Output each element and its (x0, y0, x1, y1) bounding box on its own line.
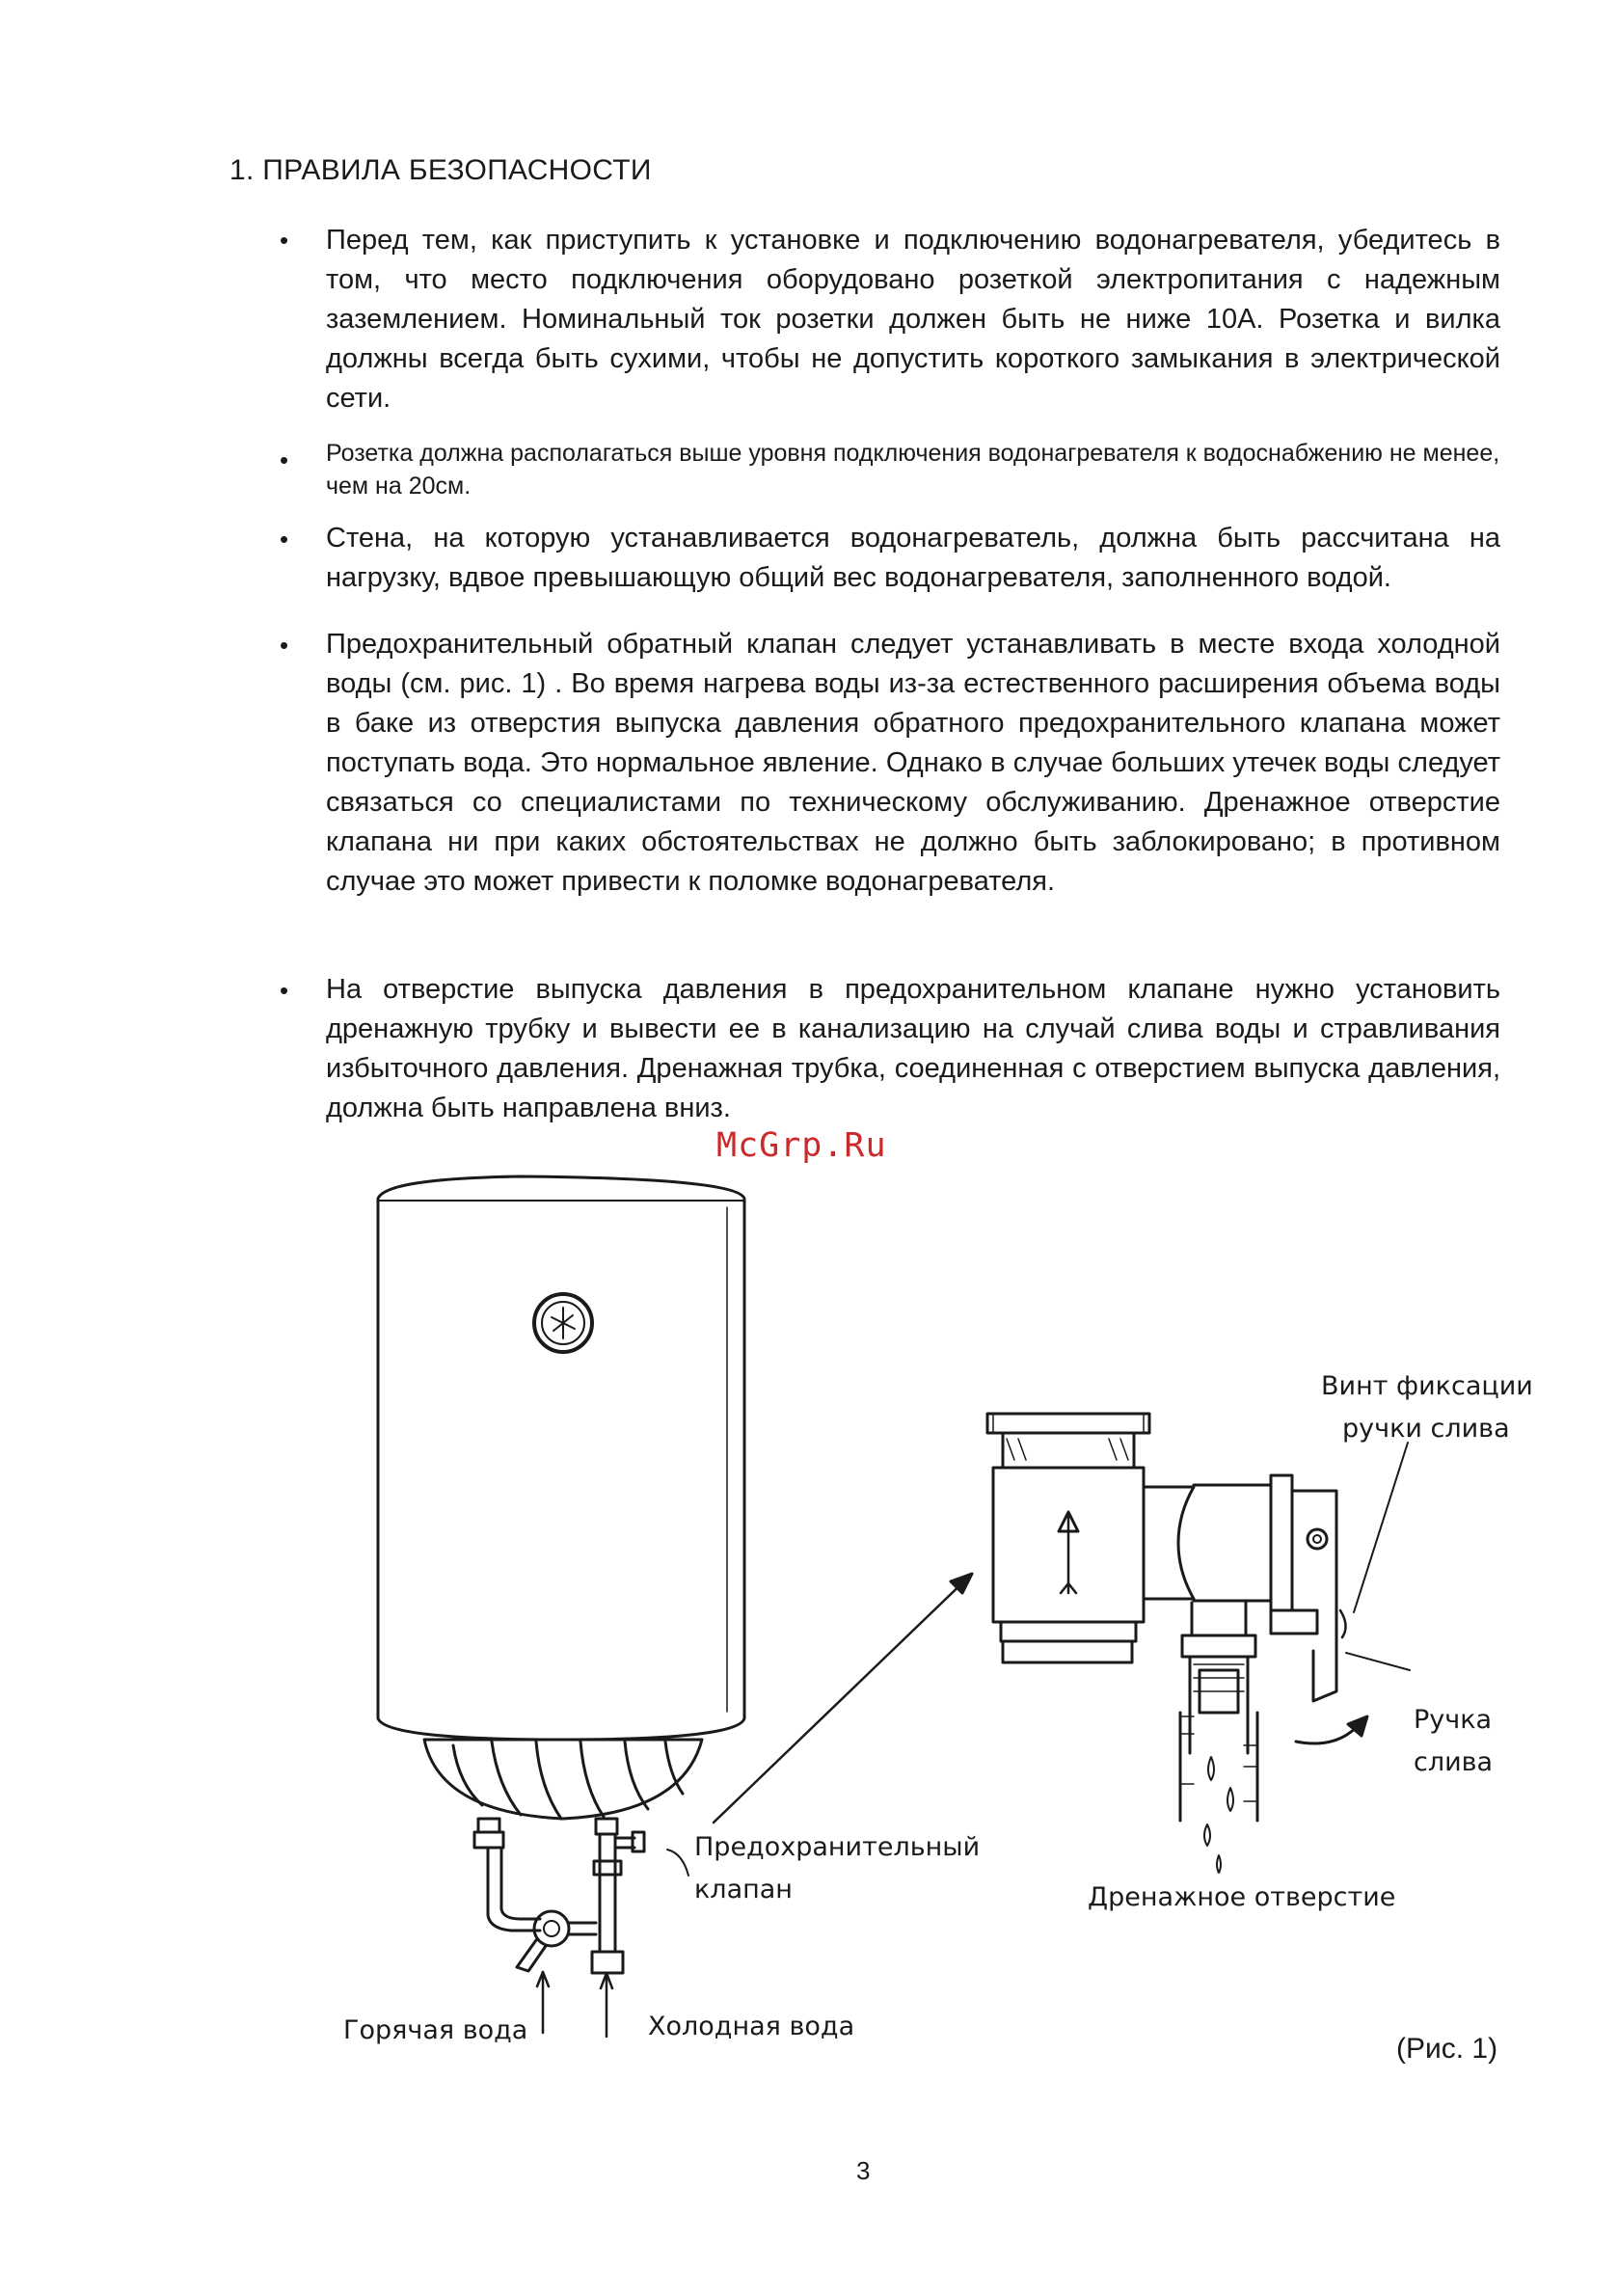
figure-caption: (Рис. 1) (1396, 2033, 1498, 2065)
safety-valve-drawing (987, 1414, 1410, 1873)
safety-item-check-valve: Предохранительный обратный клапан следует устанавливать в месте входа холодной воды (см. рис. 1) . Во время нагрева воды из-за естественного расширения объема воды в баке из отверстия выпуска давления обратного предохранительного клапана может поступать вода. Это нормальное явление. Однако в случае больших утечек воды следует связаться со специалистами по техническому обслуживанию. Дренажное отверстие клапана ни при каких обстоятельствах не должно быть заблокировано; в противном случае это может привести к поломке водонагревателя. (326, 629, 1500, 897)
page-number: 3 (856, 2156, 871, 2185)
label-screw-line1: Винт фиксации (1321, 1371, 1533, 1401)
safety-item-wall-load: Стена, на которую устанавливается водонагреватель, должна быть рассчитана на нагрузку, вдвое превышающую общий вес водонагревателя, заполненного водой. (326, 523, 1500, 593)
label-handle-line1: Ручка (1414, 1705, 1493, 1735)
watermark: McGrp.Ru (716, 1126, 887, 1165)
bullet-icon: • (280, 976, 289, 1005)
water-heater-drawing (378, 1176, 744, 2037)
label-cold-water: Холодная вода (648, 2012, 855, 2041)
label-valve-line2: клапан (694, 1875, 793, 1904)
label-screw-line2: ручки слива (1342, 1414, 1510, 1444)
safety-item-socket-grounding: Перед тем, как приступить к установке и подключению водонагревателя, убедитесь в том, что место подключения оборудовано розеткой электропитания с надежным заземлением. Номинальный ток розетки должен быть не ниже 10А. Розетка и вилка должны всегда быть сухими, чтобы не допустить короткого замыкания в электрической сети. (326, 225, 1500, 414)
label-handle-line2: слива (1414, 1747, 1494, 1777)
label-drain-hole: Дренажное отверстие (1088, 1882, 1396, 1912)
bullet-icon: • (280, 226, 289, 255)
label-hot-water: Горячая вода (343, 2015, 528, 2045)
bullet-icon: • (280, 446, 289, 474)
label-valve-line1: Предохранительный (694, 1832, 981, 1862)
bullet-icon: • (280, 525, 289, 554)
safety-item-drain-tube: На отверстие выпуска давления в предохранительном клапане нужно установить дренажную трубку и вывести ее в канализацию на случай слива воды и стравливания избыточного давления. Дренажная трубка, соединенная с отверстием выпуска давления, должна быть направлена вниз. (326, 974, 1500, 1123)
section-heading: 1. ПРАВИЛА БЕЗОПАСНОСТИ (229, 154, 652, 186)
installation-figure (0, 1157, 1618, 2064)
bullet-icon: • (280, 631, 289, 660)
safety-item-socket-height: Розетка должна располагаться выше уровня подключения водонагревателя к водоснабжению не менее, чем на 20см. (326, 440, 1500, 500)
valve-callout-arrow (667, 1574, 972, 1876)
